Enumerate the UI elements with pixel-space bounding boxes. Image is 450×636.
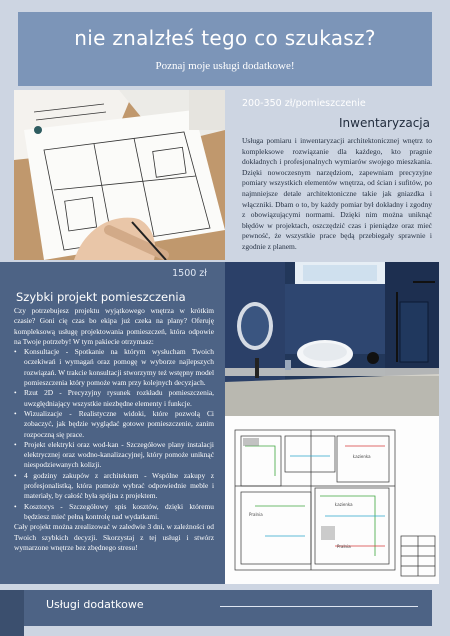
- list-item: • 4 godziny zakupów z architektem - Wspólne zakupy z profesjonalistką, która pomoże wybrać odpowiednie meble i materiały, by całość była spójna z projektem.: [14, 471, 214, 502]
- list-item: • Rzut 2D - Precyzyjny rysunek rozkładu pomieszczenia, uwzględniający wszystkie niezbędne elementy i funkcje.: [14, 388, 214, 409]
- quick-project-panel: [0, 262, 225, 584]
- list-item: • Kosztorys - Szczegółowy spis kosztów, dzięki któremu będziesz mieć pełną kontrolę nad wydatkami.: [14, 502, 214, 523]
- quick-project-intro: Czy potrzebujesz projektu wyjątkowego wnętrza w krótkim czasie? Goni cię czas bo ekipa już czeka na plany? Oferuję kompleksową usługę projektowania pomieszczeń, która odpowie na Twoje potrzeby! W tym pakiecie otrzymasz:: [14, 306, 214, 346]
- floor-plan-drawing: [225, 416, 439, 584]
- quick-project-title: Szybki projekt pomieszczenia: [16, 290, 186, 304]
- plan-room-label: Pralnia: [249, 512, 263, 517]
- bathroom-visualization-image: [225, 262, 439, 416]
- inventory-description: Usługa pomiaru i inwentaryzacji architektonicznej wnętrz to kompleksowe rozwiązanie dla każdego, kto pragnie dokładnych i profesjonalnych wymiarów swojego mieszkania. Dzięki nowoczesnym narzędziom, zapewniam precyzyjne pomiary wszystkich elementów wnętrza, od ścian i sufitów, po najmniejsze detale architektoniczne takie jak gniazdka i włączniki. Dbam o to, by każdy pomiar był dokładny i zgodny z obowiązującymi normami. Dzięki nim można uniknąć błędów w projektach, oszczędzić czas i pieniądze oraz mieć pewność, że wszystkie prace będą przebiegały sprawnie i zgodnie z planem.: [242, 136, 432, 251]
- plan-room-label: Pralnia: [337, 544, 351, 549]
- list-item: • Wizualizacje - Realistyczne widoki, które pozwolą Ci zobaczyć, jak będzie wyglądać gotowe pomieszczenie, zanim rozpoczną się prace.: [14, 409, 214, 440]
- quick-project-outro: Cały projekt można zrealizować w zaledwie 3 dni, w zależności od Twoich szybkich decyzji. Skorzystaj z tej usługi i stwórz wymarzone wnętrze bez zbędnego stresu!: [14, 522, 214, 552]
- list-item: • Projekt elektryki oraz wod-kan - Szczegółowe plany instalacji elektrycznej oraz wodno-kanalizacyjnej, który pomoże uniknąć niespodziewanych kolizji.: [14, 440, 214, 471]
- plan-room-label: Łazienka: [353, 454, 371, 459]
- footer-divider: [220, 606, 418, 607]
- quick-project-price: 1500 zł: [172, 268, 207, 279]
- footer-label: Usługi dodatkowe: [46, 598, 144, 611]
- list-item: • Konsultacje - Spotkanie na którym wysłucham Twoich oczekiwań i wymagań oraz pomogę w wyborze najlepszych rozwiązań. W trakcie konsultacji stworzymy też wstępny model pomieszczenia który pomoże wam przy kolejnych decyzjach.: [14, 347, 214, 388]
- inventory-section: [230, 96, 438, 260]
- footer-accent: [0, 590, 24, 636]
- quick-project-list: [14, 347, 214, 522]
- drawing-plan-photo: [14, 90, 225, 260]
- header-banner: [18, 12, 432, 86]
- plan-room-label: Łazienka: [335, 502, 353, 507]
- quick-project-body: [14, 306, 214, 553]
- inventory-price: 200-350 zł/pomieszczenie: [242, 98, 366, 109]
- page-subtitle: Poznaj moje usługi dodatkowe!: [155, 60, 295, 72]
- page-title: nie znalzłeś tego co szukasz?: [74, 26, 376, 50]
- inventory-title: Inwentaryzacja: [339, 116, 430, 130]
